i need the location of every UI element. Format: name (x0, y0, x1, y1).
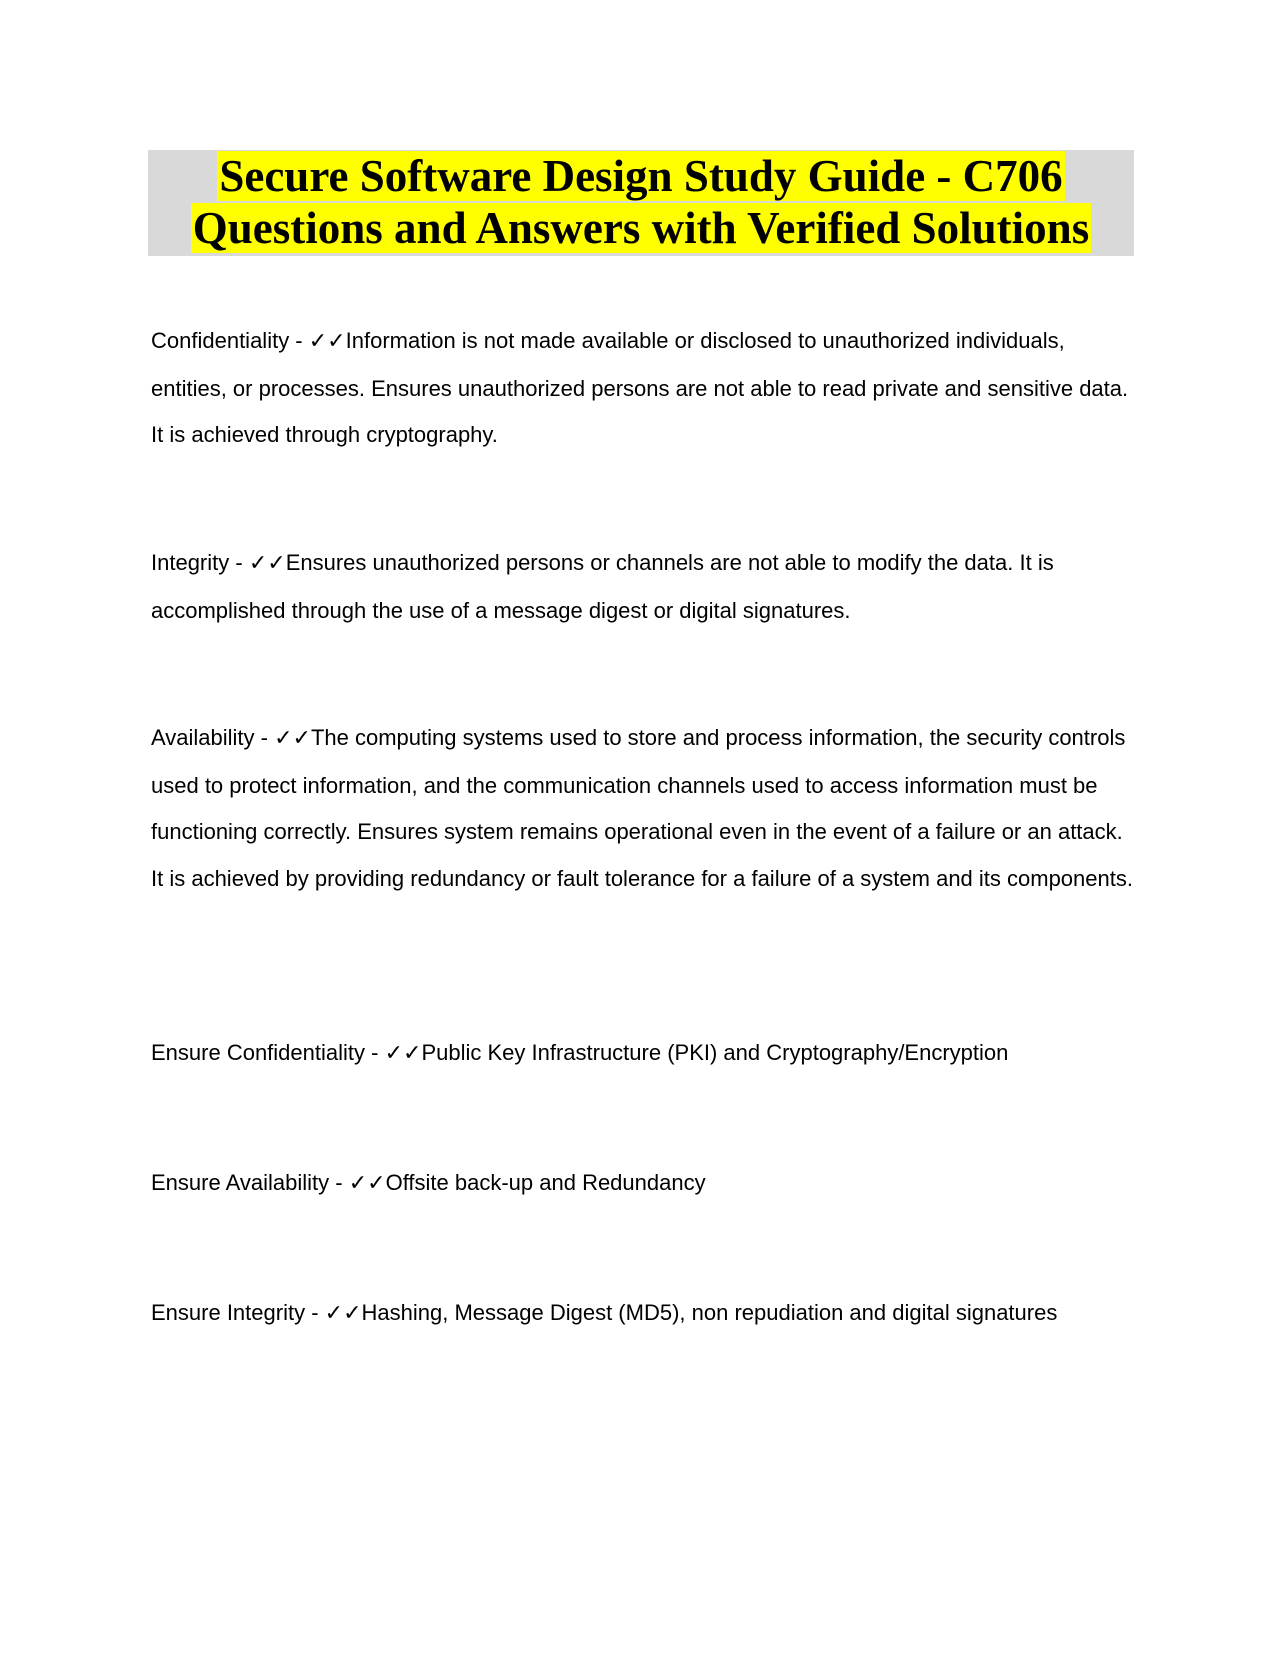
qa-item-availability (151, 715, 1141, 902)
title-line-2: Questions and Answers with Verified Solutions (192, 203, 1090, 253)
answer: Public Key Infrastructure (PKI) and Cryptography/Encryption (421, 1040, 1009, 1065)
document-title (148, 150, 1134, 256)
term: Integrity - (151, 550, 249, 575)
qa-item-ensure-availability (151, 1160, 1141, 1208)
check-mark-icon: ✓✓ (348, 1171, 386, 1196)
check-mark-icon: ✓✓ (274, 726, 311, 751)
answer: Hashing, Message Digest (MD5), non repudiation and digital signatures (361, 1300, 1058, 1325)
answer: Offsite back-up and Redundancy (385, 1170, 706, 1195)
term: Ensure Availability - (151, 1170, 349, 1195)
answer: Ensures unauthorized persons or channels are not able to modify the data. It is accomplished through the use of a message digest or digital signatures. (151, 550, 1054, 623)
check-mark-icon: ✓✓ (384, 1041, 422, 1066)
qa-item-ensure-integrity (151, 1290, 1141, 1338)
check-mark-icon: ✓✓ (324, 1301, 362, 1326)
qa-item-confidentiality (151, 318, 1141, 459)
answer: Information is not made available or disclosed to unauthorized individuals, entities, or processes. Ensures unauthorized persons are not able to read private and sensitive data. It is achieved through cryptography. (151, 328, 1129, 447)
qa-item-integrity (151, 540, 1141, 634)
check-mark-icon: ✓✓ (308, 329, 346, 354)
answer: The computing systems used to store and process information, the security controls used to protect information, and the communication channels used to access information must be functioning correctly. Ensures system remains operational even in the event of a failure or an attack. It is achieved by providing redundancy or fault tolerance for a failure of a system and its components. (151, 725, 1133, 891)
term: Availability - (151, 725, 275, 750)
title-line-1: Secure Software Design Study Guide - C706 (219, 151, 1063, 201)
term: Confidentiality - (151, 328, 309, 353)
qa-item-ensure-confidentiality (151, 1030, 1141, 1078)
check-mark-icon: ✓✓ (248, 551, 286, 576)
term: Ensure Integrity - (151, 1300, 325, 1325)
term: Ensure Confidentiality - (151, 1040, 385, 1065)
